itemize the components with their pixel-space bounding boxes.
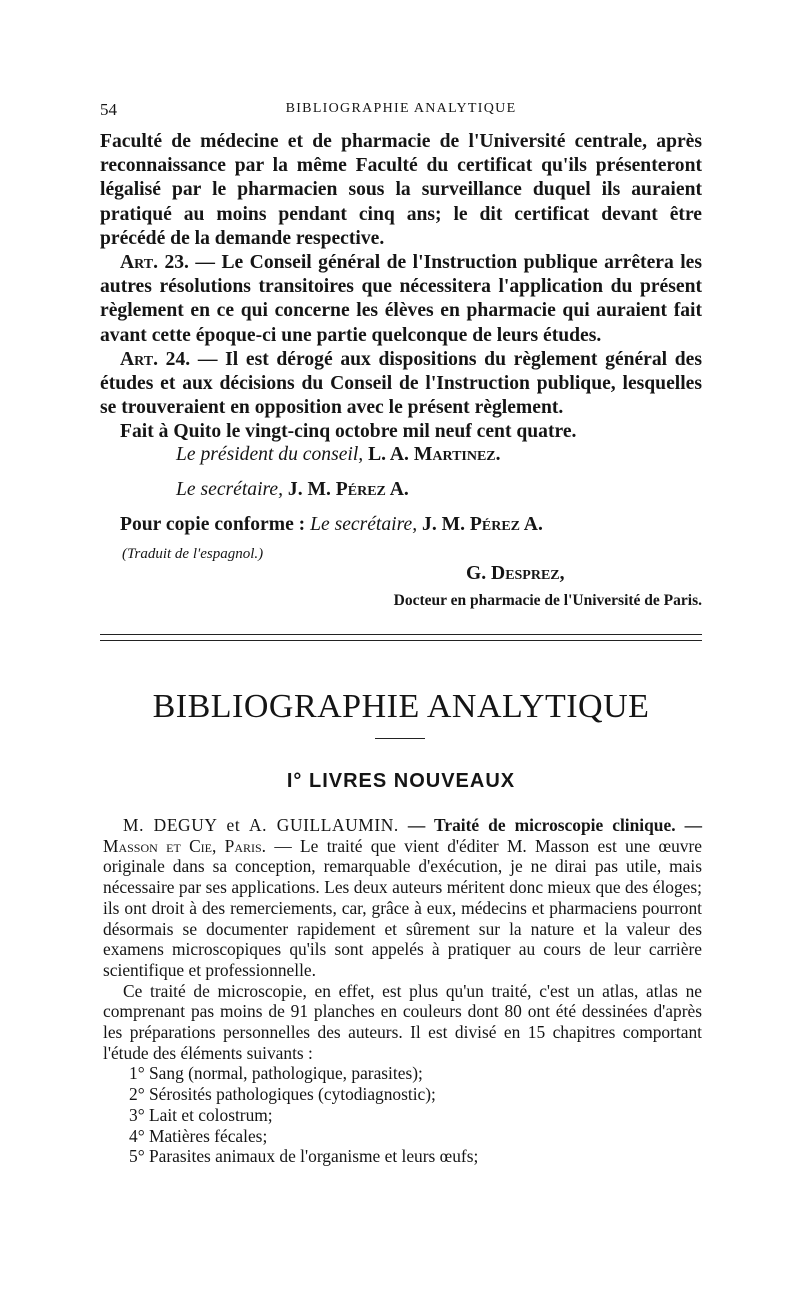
list-item: 3° Lait et colostrum; bbox=[129, 1104, 273, 1125]
review-book-title: — Traité de microscopie clinique. — bbox=[407, 815, 702, 835]
section-title-rule bbox=[375, 738, 425, 739]
divider-rule-bottom bbox=[100, 640, 702, 641]
list-item: 2° Sérosités pathologiques (cytodiagnostic); bbox=[129, 1084, 436, 1105]
copy-prefix: Pour copie conforme : bbox=[120, 514, 306, 535]
article-23-text: — Le Conseil général de l'Instruction publique arrêtera les autres résolutions transitoires que nécessitera l'application du présent règlement en ce qui concerne les élèves en pharmacie qui auraient fait avant cette époque-ci une partie quelconque de leurs études. bbox=[100, 252, 702, 346]
review-text-2: Ce traité de microscopie, en effet, est plus qu'un traité, c'est un atlas, atlas ne comprenant pas moins de 91 planches en couleurs dont 80 ont été dessinées d'après les préparations personnelles des auteurs. Il est divisé en 15 chapitres comportant l'étude des éléments suivants : bbox=[103, 980, 702, 1063]
article-24-label: Art. 24. bbox=[120, 348, 191, 370]
translation-note: (Traduit de l'espagnol.) bbox=[122, 546, 264, 562]
secretary-name: J. M. Pérez A. bbox=[287, 479, 409, 500]
article-23 bbox=[100, 251, 702, 348]
list-item: 1° Sang (normal, pathologique, parasites); bbox=[129, 1063, 423, 1084]
closing-line: Fait à Quito le vingt-cinq octobre mil neuf cent quatre. bbox=[120, 421, 577, 443]
secretary-title: Le secrétaire, bbox=[176, 479, 284, 500]
decree-paragraph-1: Faculté de médecine et de pharmacie de l'Université centrale, après reconnaissance par la même Faculté du certificat qu'ils présenteront légalisé par le pharmacien sous la surveillance duquel ils auraient pratiqué au moins pendant cinq ans; le dit certificat devant être précédé de la demande respective. bbox=[100, 131, 702, 249]
page-number: 54 bbox=[100, 100, 117, 119]
translator-name: G. Desprez, bbox=[466, 563, 565, 584]
subsection-title: I° LIVRES NOUVEAUX bbox=[286, 770, 516, 792]
review-authors: M. DEGUY et A. GUILLAUMIN. bbox=[123, 815, 399, 835]
divider-rule-top bbox=[100, 634, 702, 635]
copy-name: J. M. Pérez A. bbox=[422, 514, 543, 535]
review-heading bbox=[103, 815, 702, 981]
section-title: BIBLIOGRAPHIE ANALYTIQUE bbox=[152, 688, 650, 725]
copy-conforme-line bbox=[120, 514, 543, 536]
article-24 bbox=[100, 348, 702, 421]
secretary-signature bbox=[176, 479, 409, 501]
list-item: 5° Parasites animaux de l'organisme et leurs œufs; bbox=[129, 1146, 479, 1167]
review-text-1: — Le traité que vient d'éditer M. Masson est une œuvre originale dans sa conception, remarquable d'exécution, je ne dirai pas utile, mais nécessaire par ses applications. Les deux auteurs méritent donc mieux que des éloges; ils ont droit à des remerciements, car, grâce à eux, médecins et pharmaciens pourront désormais se documenter rapidement et sûrement sur la nature et la valeur des examens microscopiques qu'ils sont appelés à pratiquer au cours de leur carrière scientifique et professionnelle. bbox=[103, 835, 702, 980]
decree-text bbox=[100, 130, 702, 445]
president-name: L. A. Martinez. bbox=[368, 444, 501, 465]
president-title: Le président du conseil, bbox=[176, 444, 364, 465]
copy-title: Le secrétaire, bbox=[310, 514, 418, 535]
article-24-text: — Il est dérogé aux dispositions du règlement général des études et aux décisions du Conseil de l'Instruction publique, lesquelles se trouveraient en opposition avec le présent règlement. bbox=[100, 348, 703, 419]
book-review bbox=[103, 815, 702, 1167]
article-23-label: Art. 23. bbox=[120, 252, 189, 274]
page-header bbox=[100, 100, 702, 122]
list-item: 4° Matières fécales; bbox=[129, 1125, 268, 1146]
running-head: BIBLIOGRAPHIE ANALYTIQUE bbox=[285, 101, 517, 116]
president-signature bbox=[176, 444, 501, 466]
review-publisher: Masson et Cie, Paris. bbox=[103, 835, 267, 856]
translator-title: Docteur en pharmacie de l'Université de Paris. bbox=[393, 592, 702, 609]
chapter-list bbox=[103, 1063, 702, 1167]
